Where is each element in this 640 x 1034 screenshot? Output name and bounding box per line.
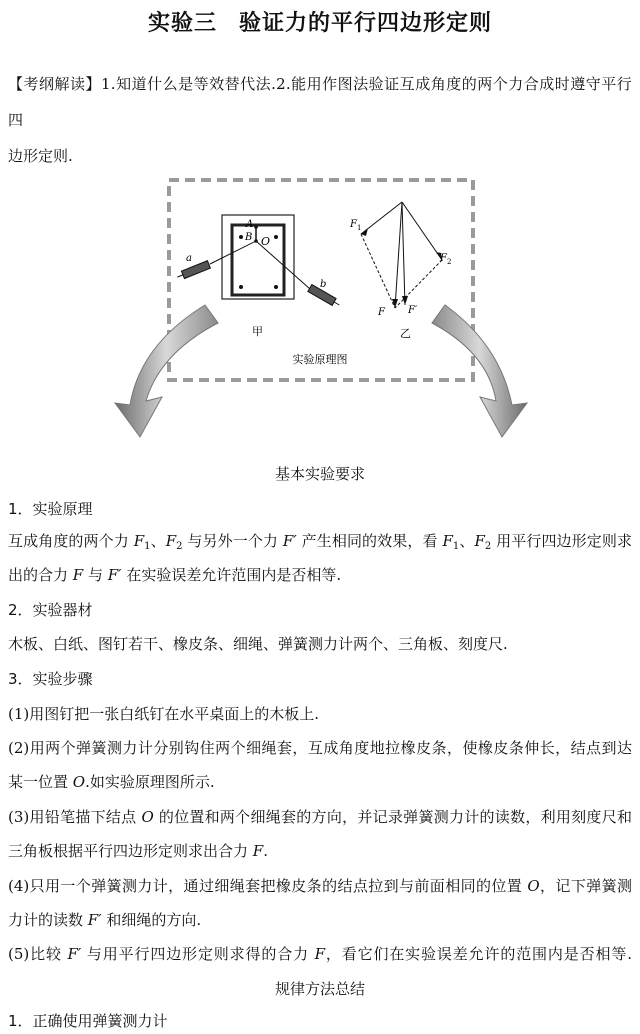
step-4-line2: 力计的读数 F′ 和细绳的方向.	[8, 911, 202, 929]
syllabus-tag: 【考纲解读】	[8, 75, 102, 93]
principle-line1: 互成角度的两个力 $F_1$、$F_2$ 与另外一个力 F′ 产生相同的效果，看 $F_1$、$F_2$ 用平行四边形定则求	[8, 532, 632, 552]
syllabus-line2: 边形定则.	[8, 147, 73, 165]
basic-requirements-heading: 基本实验要求	[274, 465, 365, 483]
label-F: F	[378, 307, 385, 318]
section-principle-title: 1．实验原理	[8, 500, 93, 518]
section-equipment-title: 2．实验器材	[8, 601, 93, 619]
step-2-line2: 某一位置 O.如实验原理图所示.	[8, 773, 215, 791]
label-B: B	[245, 232, 253, 243]
label-F-prime: F′	[408, 305, 418, 316]
step-2-line1: (2)用两个弹簧测力计分别钩住两个细绳套，互成角度地拉橡皮条，使橡皮条伸长，结点到达	[8, 739, 632, 757]
principle-line2: 出的合力 F 与 F′ 在实验误差允许范围内是否相等.	[8, 566, 342, 584]
syllabus-line1: 1.知道什么是等效替代法.2.能用作图法验证互成角度的两个力合成时遵守平行四	[8, 75, 632, 129]
label-jia: 甲	[252, 325, 263, 338]
force-parallelogram	[361, 202, 442, 308]
label-a: a	[186, 253, 192, 264]
label-O: O	[261, 235, 271, 248]
left-curved-arrow-icon	[115, 305, 218, 437]
figure-caption: 实验原理图	[292, 353, 348, 366]
spring-scale-a	[176, 261, 211, 281]
equipment-line: 木板、白纸、图钉若干、橡皮条、细绳、弹簧测力计两个、三角板、刻度尺.	[8, 635, 508, 653]
section-steps-title: 3．实验步骤	[8, 670, 93, 688]
method-summary-heading: 规律方法总结	[274, 980, 365, 998]
section-spring-scale-title: 1．正确使用弹簧测力计	[8, 1012, 168, 1030]
syllabus-paragraph	[8, 66, 632, 174]
label-F1: $F_1$	[350, 219, 362, 232]
title-part1: 实验三	[147, 11, 217, 36]
experiment-principle-figure	[0, 165, 640, 445]
page-title	[0, 6, 640, 37]
label-F2: $F_2$	[440, 253, 452, 266]
label-b: b	[320, 279, 327, 290]
step-5: (5)比较 F′ 与用平行四边形定则求得的合力 F，看它们在实验误差允许的范围内是否相等.	[8, 945, 632, 963]
step-3-line1: (3)用铅笔描下结点 O 的位置和两个细绳套的方向，并记录弹簧测力计的读数，利用刻度尺和	[8, 808, 632, 826]
step-3-line2: 三角板根据平行四边形定则求出合力 F.	[8, 842, 268, 860]
label-A: A	[246, 219, 254, 230]
label-yi: 乙	[400, 327, 411, 340]
step-4-line1: (4)只用一个弹簧测力计，通过细绳套把橡皮条的结点拉到与前面相同的位置 O，记下弹簧测	[8, 877, 632, 895]
title-part2: 验证力的平行四边形定则	[239, 11, 493, 36]
right-curved-arrow-icon	[432, 305, 527, 437]
step-1: (1)用图钉把一张白纸钉在水平桌面上的木板上.	[8, 705, 320, 723]
